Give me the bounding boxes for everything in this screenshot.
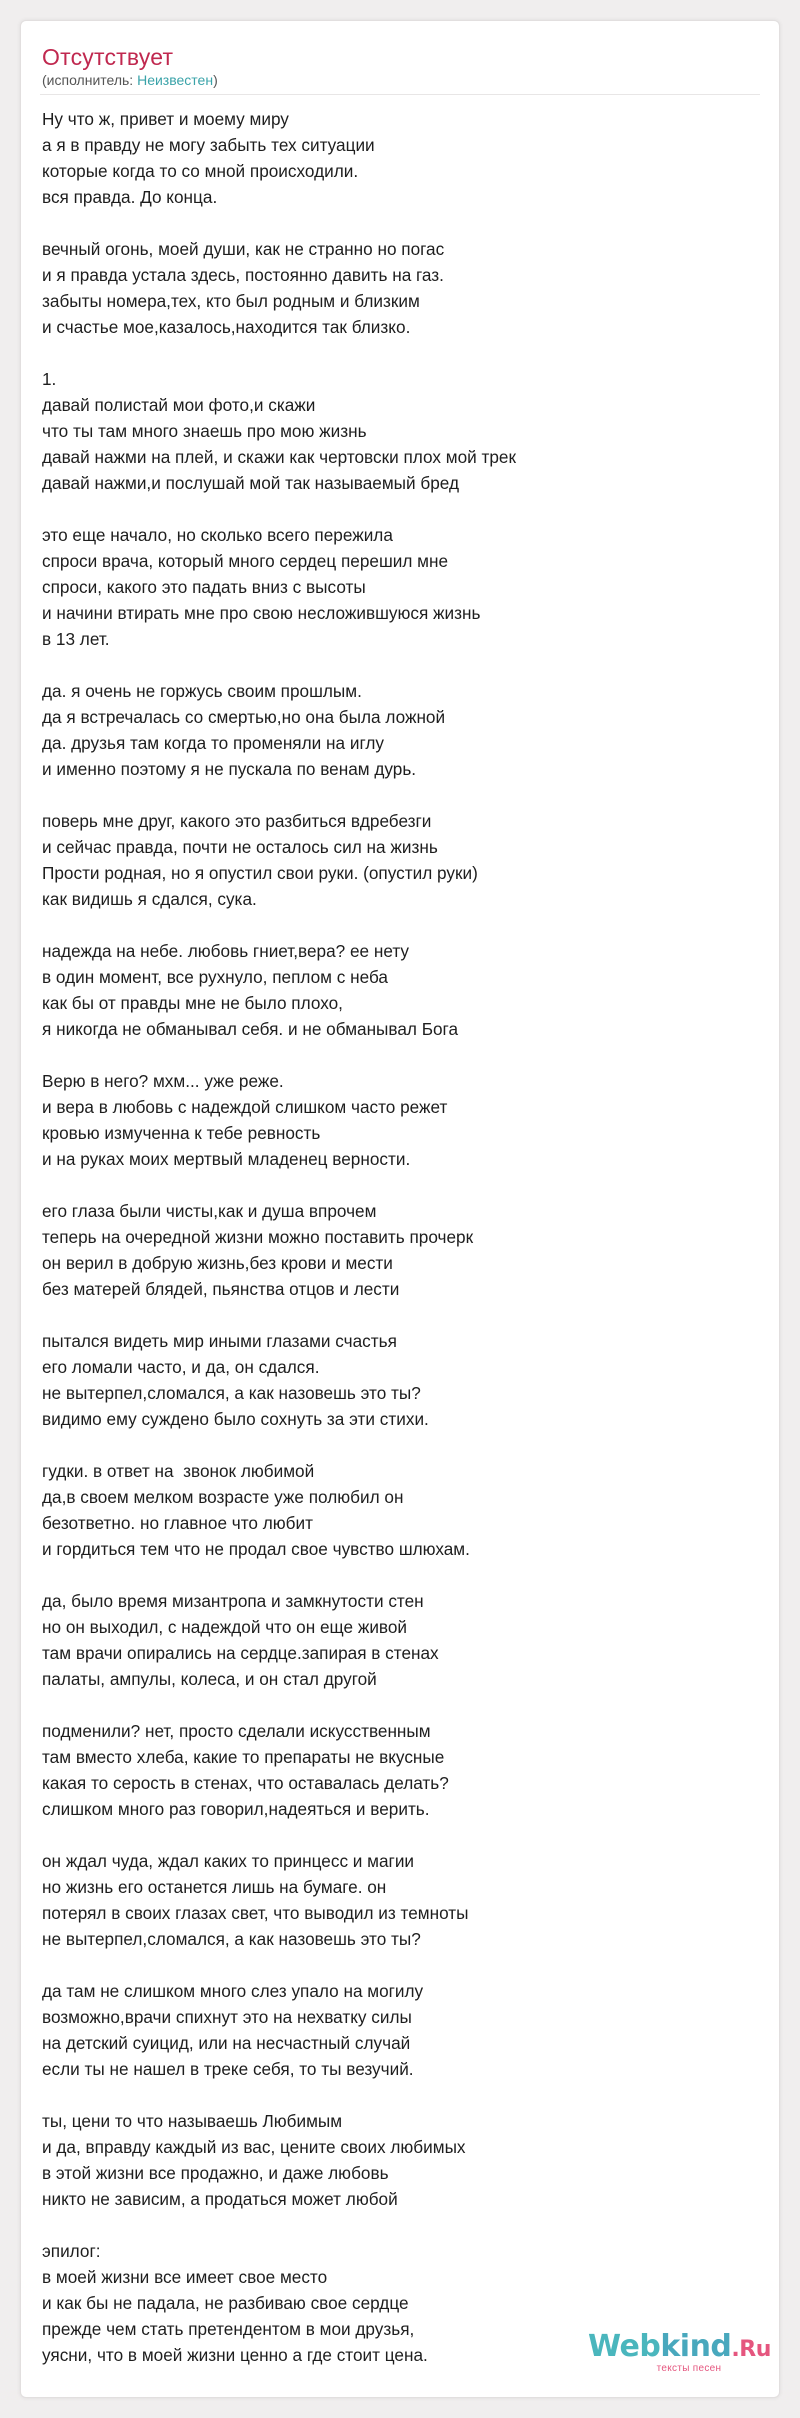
lyrics-line: возможно,врачи спихнут это на нехватку силы	[42, 2007, 412, 2027]
lyrics-line: в моей жизни все имеет свое место	[42, 2267, 328, 2287]
lyrics-stanza	[42, 366, 742, 496]
lyrics-line: его глаза были чисты,как и душа впрочем	[42, 1201, 377, 1221]
lyrics-line: уясни, что в моей жизни ценно а где стоит цена.	[42, 2345, 428, 2365]
lyrics-line: и на руках моих мертвый младенец верности.	[42, 1149, 411, 1169]
lyrics-line: безответно. но главное что любит	[42, 1513, 313, 1533]
lyrics-line: спроси, какого это падать вниз с высоты	[42, 577, 366, 597]
lyrics-line: я никогда не обманывал себя. и не обманывал Бога	[42, 1019, 458, 1039]
lyrics-stanza	[42, 522, 742, 652]
lyrics-line: Ну что ж, привет и моему миру	[42, 109, 289, 129]
logo-kind: kind	[660, 2329, 732, 2364]
lyrics-line: это еще начало, но сколько всего пережила	[42, 525, 393, 545]
lyrics-line: и я правда устала здесь, постоянно давить на газ.	[42, 265, 444, 285]
lyrics-line: да,в своем мелком возрасте уже полюбил он	[42, 1487, 404, 1507]
lyrics-text	[42, 106, 742, 2394]
lyrics-line: 1.	[42, 369, 57, 389]
logo-tagline: тексты песен	[656, 2363, 722, 2374]
lyrics-line: в один момент, все рухнуло, пеплом с неба	[42, 967, 388, 987]
lyrics-line: эпилог:	[42, 2241, 101, 2261]
lyrics-line: ты, цени то что называешь Любимым	[42, 2111, 343, 2131]
lyrics-line: да там не слишком много слез упало на могилу	[42, 1981, 424, 2001]
lyrics-line: прежде чем стать претендентом в мои друзья,	[42, 2319, 415, 2339]
title-divider	[40, 94, 760, 95]
lyrics-stanza	[42, 1978, 742, 2082]
lyrics-line: вся правда. До конца.	[42, 187, 218, 207]
lyrics-line: и счастье мое,казалось,находится так близко.	[42, 317, 411, 337]
lyrics-line: вечный огонь, моей души, как не странно но погас	[42, 239, 445, 259]
lyrics-stanza	[42, 106, 742, 210]
logo-web: Web	[588, 2329, 661, 2364]
lyrics-line: и сейчас правда, почти не осталось сил на жизнь	[42, 837, 438, 857]
lyrics-line: в 13 лет.	[42, 629, 110, 649]
logo-ru: .Ru	[731, 2337, 771, 2362]
lyrics-line: пытался видеть мир иными глазами счастья	[42, 1331, 397, 1351]
lyrics-stanza	[42, 1848, 742, 1952]
lyrics-line: и да, вправду каждый из вас, цените своих любимых	[42, 2137, 466, 2157]
lyrics-stanza	[42, 678, 742, 782]
lyrics-stanza	[42, 1718, 742, 1822]
lyrics-line: он ждал чуда, ждал каких то принцесс и магии	[42, 1851, 415, 1871]
lyrics-stanza	[42, 1588, 742, 1692]
artist-link[interactable]: Неизвестен	[137, 72, 214, 88]
artist-line	[42, 71, 218, 89]
logo-wordmark	[588, 2329, 771, 2366]
lyrics-stanza	[42, 808, 742, 912]
lyrics-line: потерял в своих глазах свет, что выводил из темноты	[42, 1903, 469, 1923]
lyrics-stanza	[42, 1198, 742, 1302]
lyrics-line: как видишь я сдался, сука.	[42, 889, 257, 909]
lyrics-stanza	[42, 236, 742, 340]
lyrics-stanza	[42, 1458, 742, 1562]
lyrics-line: надежда на небе. любовь гниет,вера? ее нету	[42, 941, 410, 961]
lyrics-card	[20, 20, 780, 2398]
lyrics-line: давай полистай мои фото,и скажи	[42, 395, 316, 415]
artist-suffix: )	[213, 72, 218, 88]
lyrics-line: никто не зависим, а продаться может любой	[42, 2189, 398, 2209]
lyrics-line: спроси врача, который много сердец перешил мне	[42, 551, 449, 571]
lyrics-line: без матерей блядей, пьянства отцов и лести	[42, 1279, 400, 1299]
song-title: Отсутствует	[42, 44, 174, 70]
lyrics-stanza	[42, 938, 742, 1042]
lyrics-line: как бы от правды мне не было плохо,	[42, 993, 343, 1013]
lyrics-line: да. я очень не горжусь своим прошлым.	[42, 681, 362, 701]
lyrics-line: а я в правду не могу забыть тех ситуации	[42, 135, 375, 155]
lyrics-line: которые когда то со мной происходили.	[42, 161, 359, 181]
lyrics-line: да. друзья там когда то променяли на иглу	[42, 733, 384, 753]
lyrics-line: но он выходил, с надеждой что он еще живой	[42, 1617, 408, 1637]
artist-prefix: (исполнитель:	[42, 72, 138, 88]
lyrics-line: там врачи опирались на сердце.запирая в стенах	[42, 1643, 439, 1663]
lyrics-line: и вера в любовь с надеждой слишком часто режет	[42, 1097, 448, 1117]
lyrics-line: и начини втирать мне про свою несложившуюся жизнь	[42, 603, 481, 623]
lyrics-line: и как бы не падала, не разбиваю свое сердце	[42, 2293, 409, 2313]
lyrics-line: давай нажми на плей, и скажи как чертовски плох мой трек	[42, 447, 517, 467]
lyrics-line: какая то серость в стенах, что оставалась делать?	[42, 1773, 449, 1793]
lyrics-line: слишком много раз говорил,надеяться и верить.	[42, 1799, 430, 1819]
lyrics-line: если ты не нашел в треке себя, то ты везучий.	[42, 2059, 414, 2079]
lyrics-line: не вытерпел,сломался, а как назовешь это ты?	[42, 1929, 421, 1949]
lyrics-line: в этой жизни все продажно, и даже любовь	[42, 2163, 389, 2183]
lyrics-line: и именно поэтому я не пускала по венам дурь.	[42, 759, 417, 779]
lyrics-line: и гордиться тем что не продал свое чувство шлюхам.	[42, 1539, 470, 1559]
lyrics-line: давай нажми,и послушай мой так называемый бред	[42, 473, 459, 493]
lyrics-line: кровью измученна к тебе ревность	[42, 1123, 321, 1143]
lyrics-line: поверь мне друг, какого это разбиться вдребезги	[42, 811, 432, 831]
lyrics-line: на детский суицид, или на несчастный случай	[42, 2033, 411, 2053]
lyrics-line: подменили? нет, просто сделали искусственным	[42, 1721, 431, 1741]
lyrics-line: видимо ему суждено было сохнуть за эти стихи.	[42, 1409, 429, 1429]
lyrics-line: что ты там много знаешь про мою жизнь	[42, 421, 367, 441]
lyrics-line: Верю в него? мхм... уже реже.	[42, 1071, 284, 1091]
lyrics-stanza	[42, 1068, 742, 1172]
lyrics-line: Прости родная, но я опустил свои руки. (опустил руки)	[42, 863, 478, 883]
lyrics-line: забыты номера,тех, кто был родным и близким	[42, 291, 420, 311]
lyrics-line: его ломали часто, и да, он сдался.	[42, 1357, 320, 1377]
lyrics-line: но жизнь его останется лишь на бумаге. он	[42, 1877, 387, 1897]
lyrics-stanza	[42, 2108, 742, 2212]
lyrics-line: палаты, ампулы, колеса, и он стал другой	[42, 1669, 377, 1689]
lyrics-line: теперь на очередной жизни можно поставить прочерк	[42, 1227, 474, 1247]
lyrics-line: да я встречалась со смертью,но она была ложной	[42, 707, 446, 727]
webkind-logo[interactable]	[588, 2329, 771, 2375]
lyrics-stanza	[42, 1328, 742, 1432]
lyrics-line: да, было время мизантропа и замкнутости стен	[42, 1591, 424, 1611]
lyrics-line: там вместо хлеба, какие то препараты не вкусные	[42, 1747, 445, 1767]
lyrics-line: он верил в добрую жизнь,без крови и мести	[42, 1253, 393, 1273]
lyrics-line: не вытерпел,сломался, а как назовешь это ты?	[42, 1383, 421, 1403]
lyrics-line: гудки. в ответ на звонок любимой	[42, 1461, 315, 1481]
